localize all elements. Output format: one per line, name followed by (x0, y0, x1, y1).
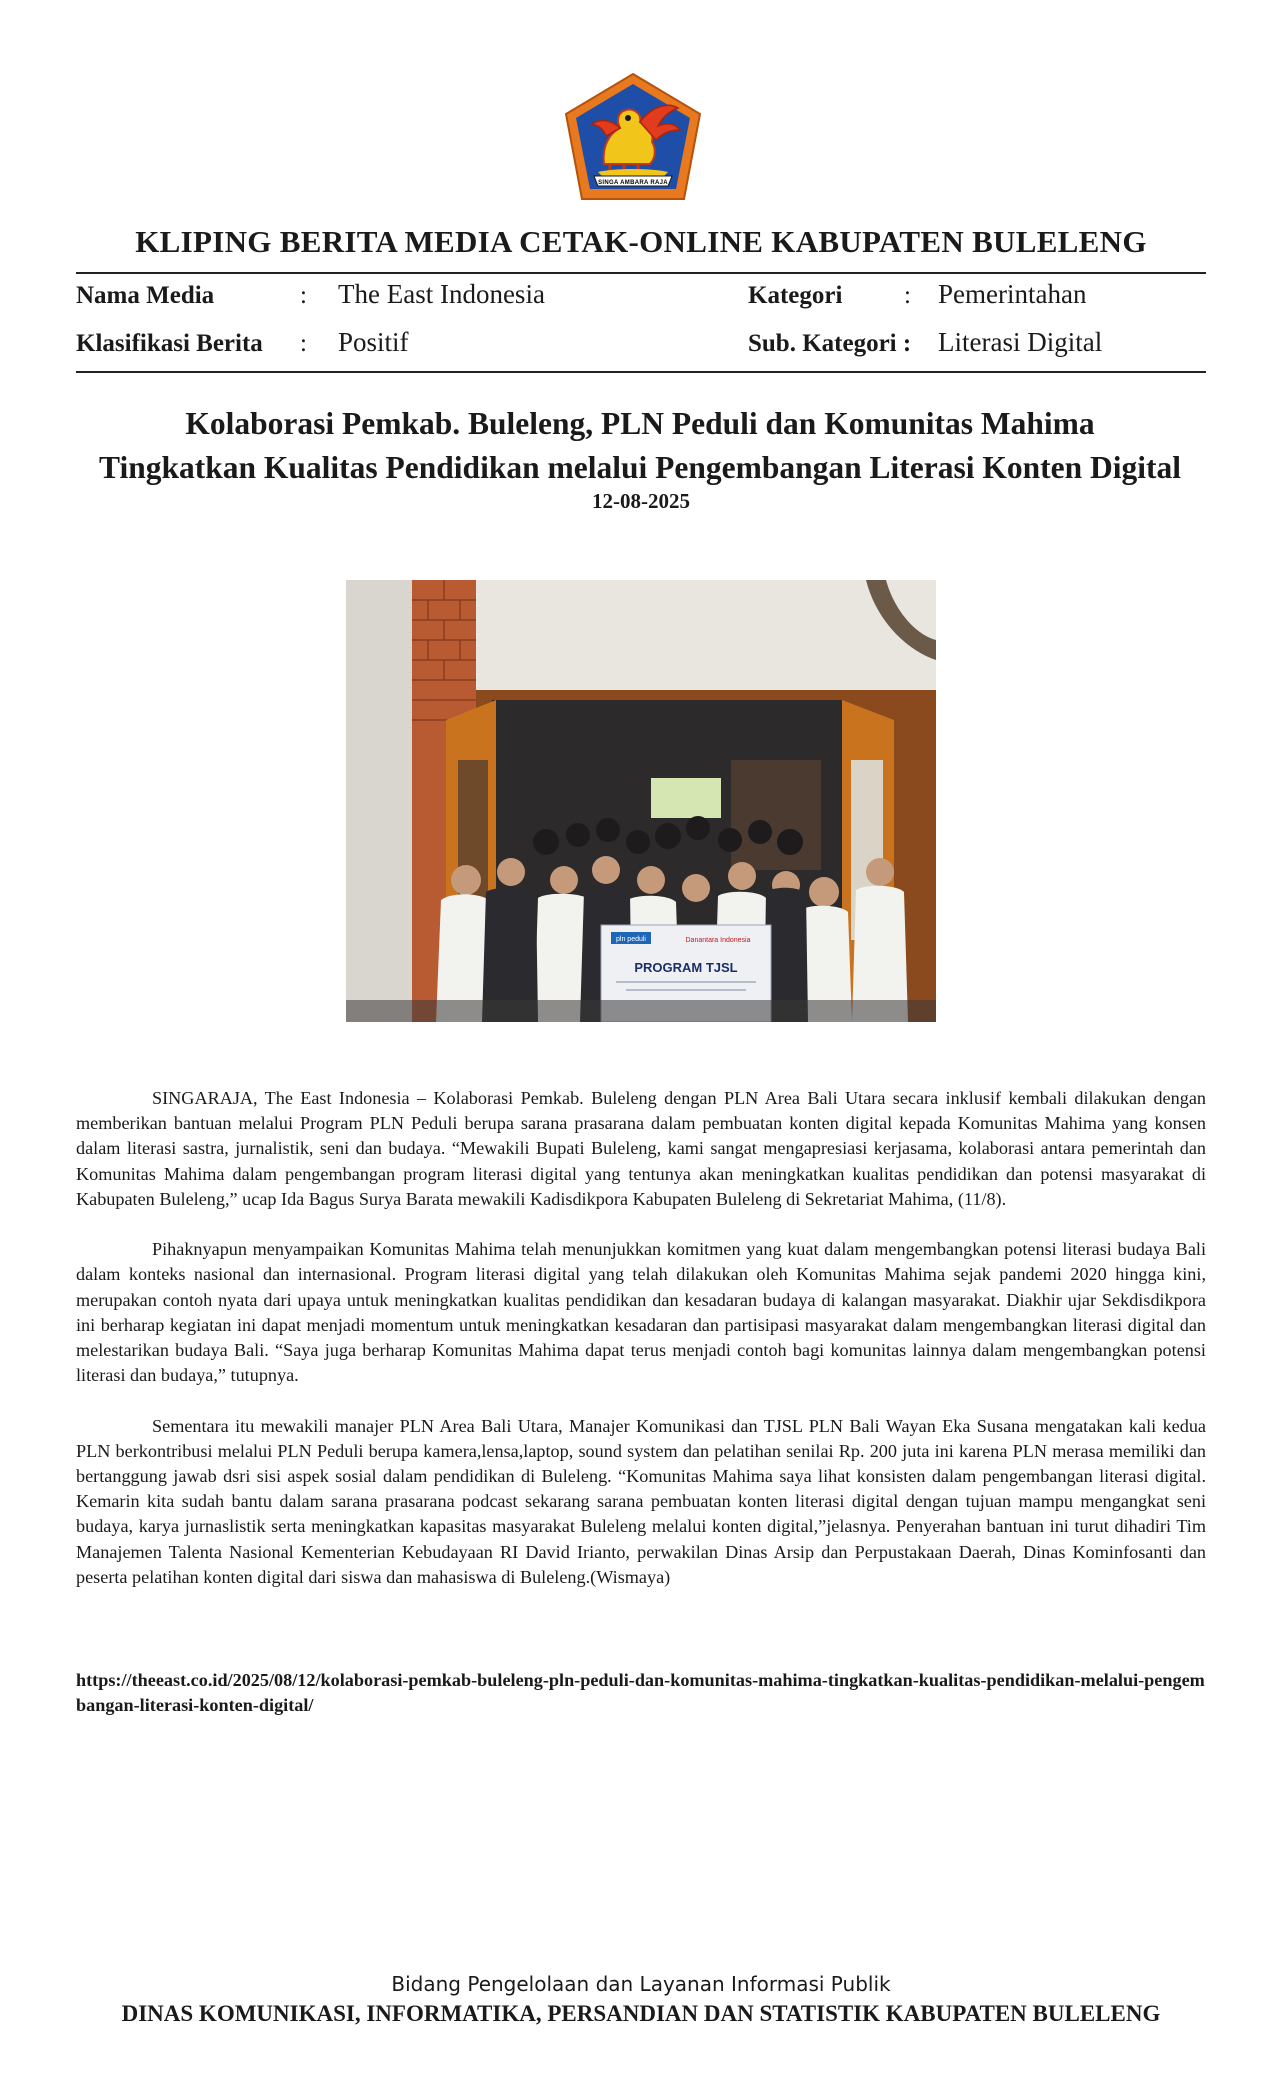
classification-label: Klasifikasi Berita (76, 330, 263, 357)
classification-value: Positif (338, 327, 409, 357)
media-name-colon: : (300, 282, 307, 309)
article-photo (346, 580, 936, 1022)
article-paragraph-1: SINGARAJA, The East Indonesia – Kolaborasi Pemkab. Buleleng dengan PLN Area Bali Utara secara inklusif kembali dilakukan dengan memberikan bantuan melalui Program PLN Peduli berupa sarana prasarana dalam pembuatan konten digital kepada Komunitas Mahima yang konsen dalam literasi sastra, jurnalistik, seni dan budaya. “Mewakili Bupati Buleleng, kami sangat mengapresiasi kerjasama, kolaborasi antara pemerintah dan Komunitas Mahima dalam pengembangan program literasi digital yang tentunya akan meningkatkan kualitas pendidikan dan potensi masyarakat di Kabupaten Buleleng,” ucap Ida Bagus Surya Barata mewakili Kadisdikpora Kabupaten Buleleng di Sekretariat Mahima, (11/8). (76, 1088, 1206, 1209)
article-paragraph-2: Pihaknyapun menyampaikan Komunitas Mahima telah menunjukkan komitmen yang kuat dalam mengembangkan potensi literasi budaya Bali dalam konteks nasional dan internasional. Program literasi digital yang telah dilakukan oleh Komunitas Mahima sejak pandemi 2020 hingga kini, merupakan contoh nyata dari upaya untuk meningkatkan kualitas pendidikan dan kesadaran budaya di kalangan masyarakat. Diakhir ujar Sekdisdikpora ini berharap kegiatan ini dapat menjadi momentum untuk meningkatkan kesadaran dan partisipasi masyarakat dalam mengembangkan literasi digital dan melestarikan budaya Bali. “Saya juga berharap Komunitas Mahima dapat terus menjadi contoh bagi komunitas lainnya dalam mengembangkan potensi literasi dan budaya,” tutupnya. (76, 1239, 1206, 1386)
source-url-link[interactable]: https://theeast.co.id/2025/08/12/kolaborasi-pemkab-buleleng-pln-peduli-dan-komunitas-mahima-tingkatkan-kualitas-pendidikan-melalui-pengembangan-literasi-konten-digital/ (76, 1670, 1205, 1716)
header-top-rule (76, 272, 1206, 274)
category-value: Pemerintahan (938, 279, 1087, 309)
article-date: 12-08-2025 (592, 489, 690, 513)
article-title-line-1: Kolaborasi Pemkab. Buleleng, PLN Peduli dan Komunitas Mahima (185, 406, 1095, 441)
group-photo-illustration (346, 580, 936, 1022)
clipping-header-title: KLIPING BERITA MEDIA CETAK-ONLINE KABUPATEN BULELENG (135, 224, 1147, 259)
banner-brand-text: Danantara Indonesia (685, 937, 751, 944)
category-label: Kategori (748, 282, 843, 309)
subcategory-value: Literasi Digital (938, 327, 1103, 357)
buleleng-emblem-logo (564, 72, 702, 202)
footer-agency: DINAS KOMUNIKASI, INFORMATIKA, PERSANDIAN DAN STATISTIK KABUPATEN BULELENG (121, 2001, 1161, 2026)
emblem-caption: SINGA AMBARA RAJA (598, 180, 668, 186)
header-bottom-rule (76, 371, 1206, 373)
media-name-value: The East Indonesia (338, 279, 545, 309)
subcategory-label: Sub. Kategori : (748, 330, 912, 357)
classification-colon: : (300, 330, 307, 357)
footer-department: Bidang Pengelolaan dan Layanan Informasi Publik (391, 1972, 891, 1996)
banner-title-text: PROGRAM TJSL (634, 960, 738, 975)
media-name-label: Nama Media (76, 282, 215, 309)
emblem-svg (564, 72, 702, 202)
article-paragraph-3: Sementara itu mewakili manajer PLN Area Bali Utara, Manajer Komunikasi dan TJSL PLN Bali Wayan Eka Susana mengatakan kali kedua PLN berkontribusi melalui PLN Peduli berupa kamera,lensa,laptop, sound system dan pelatihan senilai Rp. 200 juta ini karena PLN merasa memiliki dan bertanggung jawab dsri sisi aspek sosial dalam pendidikan di Buleleng. “Komunitas Mahima saya lihat konsisten dalam pengembangan literasi digital. Kemarin kita sudah bantu dalam sarana prasarana podcast sekarang sarana pembuatan konten literasi digital dengan tujuan mampu mengangkat seni budaya, karya jurnaslistik serta meningkatkan kapasitas masyarakat Buleleng melalui konten digital,”jelasnya. Penyerahan bantuan ini turut dihadiri Tim Manajemen Talenta Nasional Kementerian Kebudayaan RI David Irianto, perwakilan Dinas Arsip dan Perpustakaan Daerah, Dinas Kominfosanti dan peserta pelatihan konten digital dari siswa dan mahasiswa di Buleleng.(Wismaya) (76, 1415, 1206, 1587)
article-title (60, 402, 1220, 490)
category-colon: : (904, 282, 911, 309)
banner-logo-text: pln peduli (616, 936, 646, 943)
article-title-line-2: Tingkatkan Kualitas Pendidikan melalui Pengembangan Literasi Konten Digital (99, 450, 1181, 485)
article-body (76, 1086, 1206, 1615)
